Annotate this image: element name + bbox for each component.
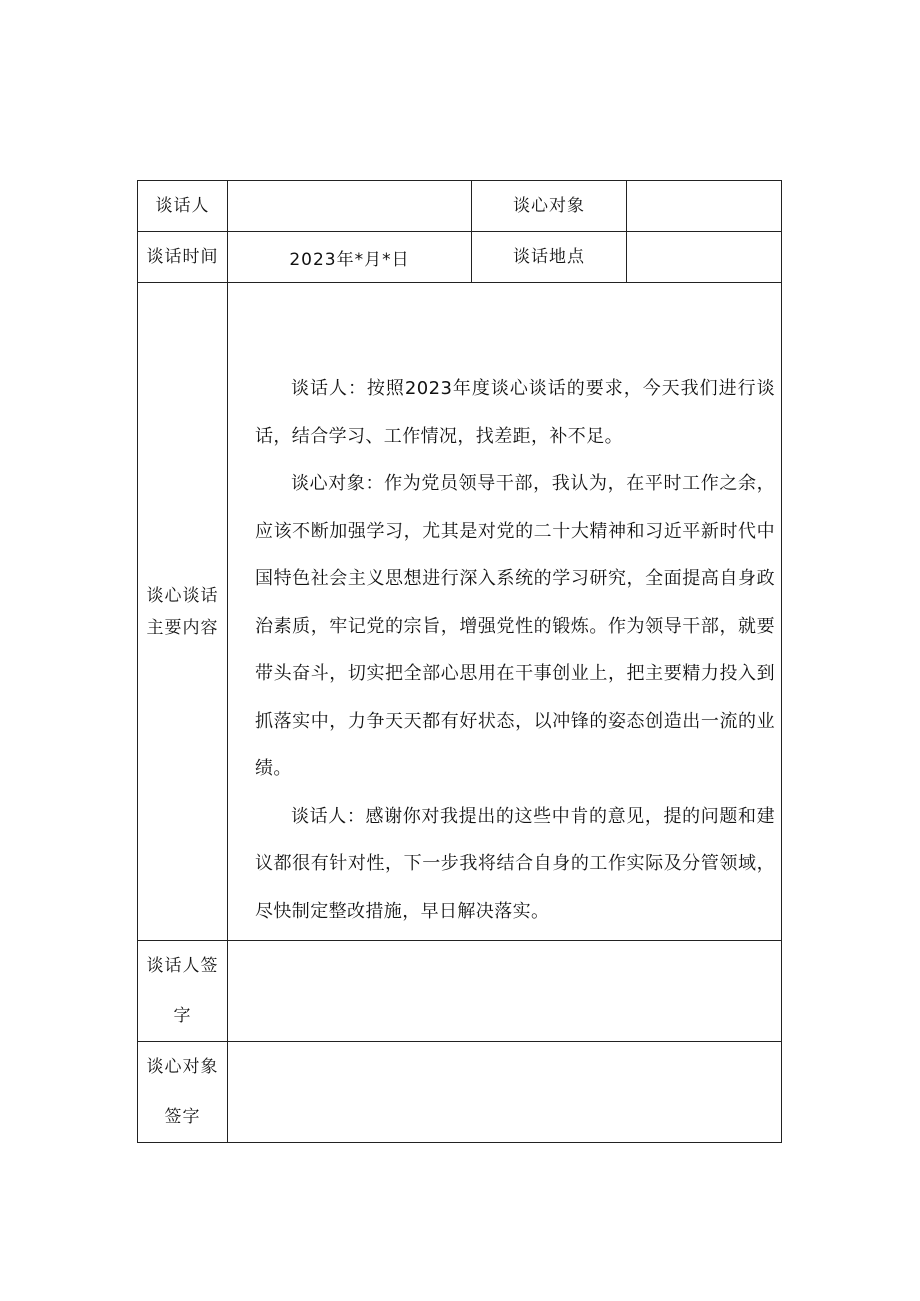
row-time-place [138, 232, 782, 283]
target-sign-label [138, 1042, 228, 1143]
content-paragraph: 谈心对象：作为党员领导干部，我认为，在平时工作之余，应该不断加强学习，尤其是对党的二十大精神和习近平新时代中国特色社会主义思想进行深入系统的学习研究，全面提高自身政治素质，牢记党的宗旨，增强党性的锻炼。作为领导干部，就要带头奋斗，切实把全部心思用在干事创业上，把主要精力投入到抓落实中，力争天天都有好状态，以冲锋的姿态创造出一流的业绩。 [255, 473, 775, 779]
place-label: 谈话地点 [472, 232, 627, 283]
target-label: 谈心对象 [472, 181, 627, 232]
place-value[interactable] [627, 232, 782, 283]
time-value[interactable]: 2023年*月*日 [228, 232, 472, 283]
speaker-sign-label-line1: 谈话人签 [146, 956, 219, 976]
speaker-sign-label-line2: 字 [173, 1006, 192, 1026]
content-label-line2: 主要内容 [146, 617, 219, 638]
target-value[interactable] [627, 181, 782, 232]
row-speaker-sign [138, 941, 782, 1042]
content-paragraph: 谈话人：按照2023年度谈心谈话的要求，今天我们进行谈话，结合学习、工作情况，找差距，补不足。 [255, 378, 775, 447]
speaker-label: 谈话人 [138, 181, 228, 232]
content-text-block [228, 283, 781, 939]
content-paragraph: 谈话人：感谢你对我提出的这些中肯的意见，提的问题和建议都很有针对性，下一步我将结合自身的工作实际及分管领域，尽快制定整改措施，早日解决落实。 [255, 805, 775, 922]
speaker-sign-label [138, 941, 228, 1042]
target-sign-label-line2: 签字 [164, 1107, 201, 1127]
content-label [138, 283, 228, 941]
content-body[interactable] [228, 283, 782, 941]
row-target-sign [138, 1042, 782, 1143]
speaker-sign-value[interactable] [228, 941, 782, 1042]
content-label-line1: 谈心谈话 [146, 585, 219, 606]
speaker-value[interactable] [228, 181, 472, 232]
target-sign-value[interactable] [228, 1042, 782, 1143]
interview-record-table [137, 180, 782, 1143]
time-label: 谈话时间 [138, 232, 228, 283]
row-content [138, 283, 782, 941]
row-speaker [138, 181, 782, 232]
target-sign-label-line1: 谈心对象 [146, 1057, 219, 1077]
